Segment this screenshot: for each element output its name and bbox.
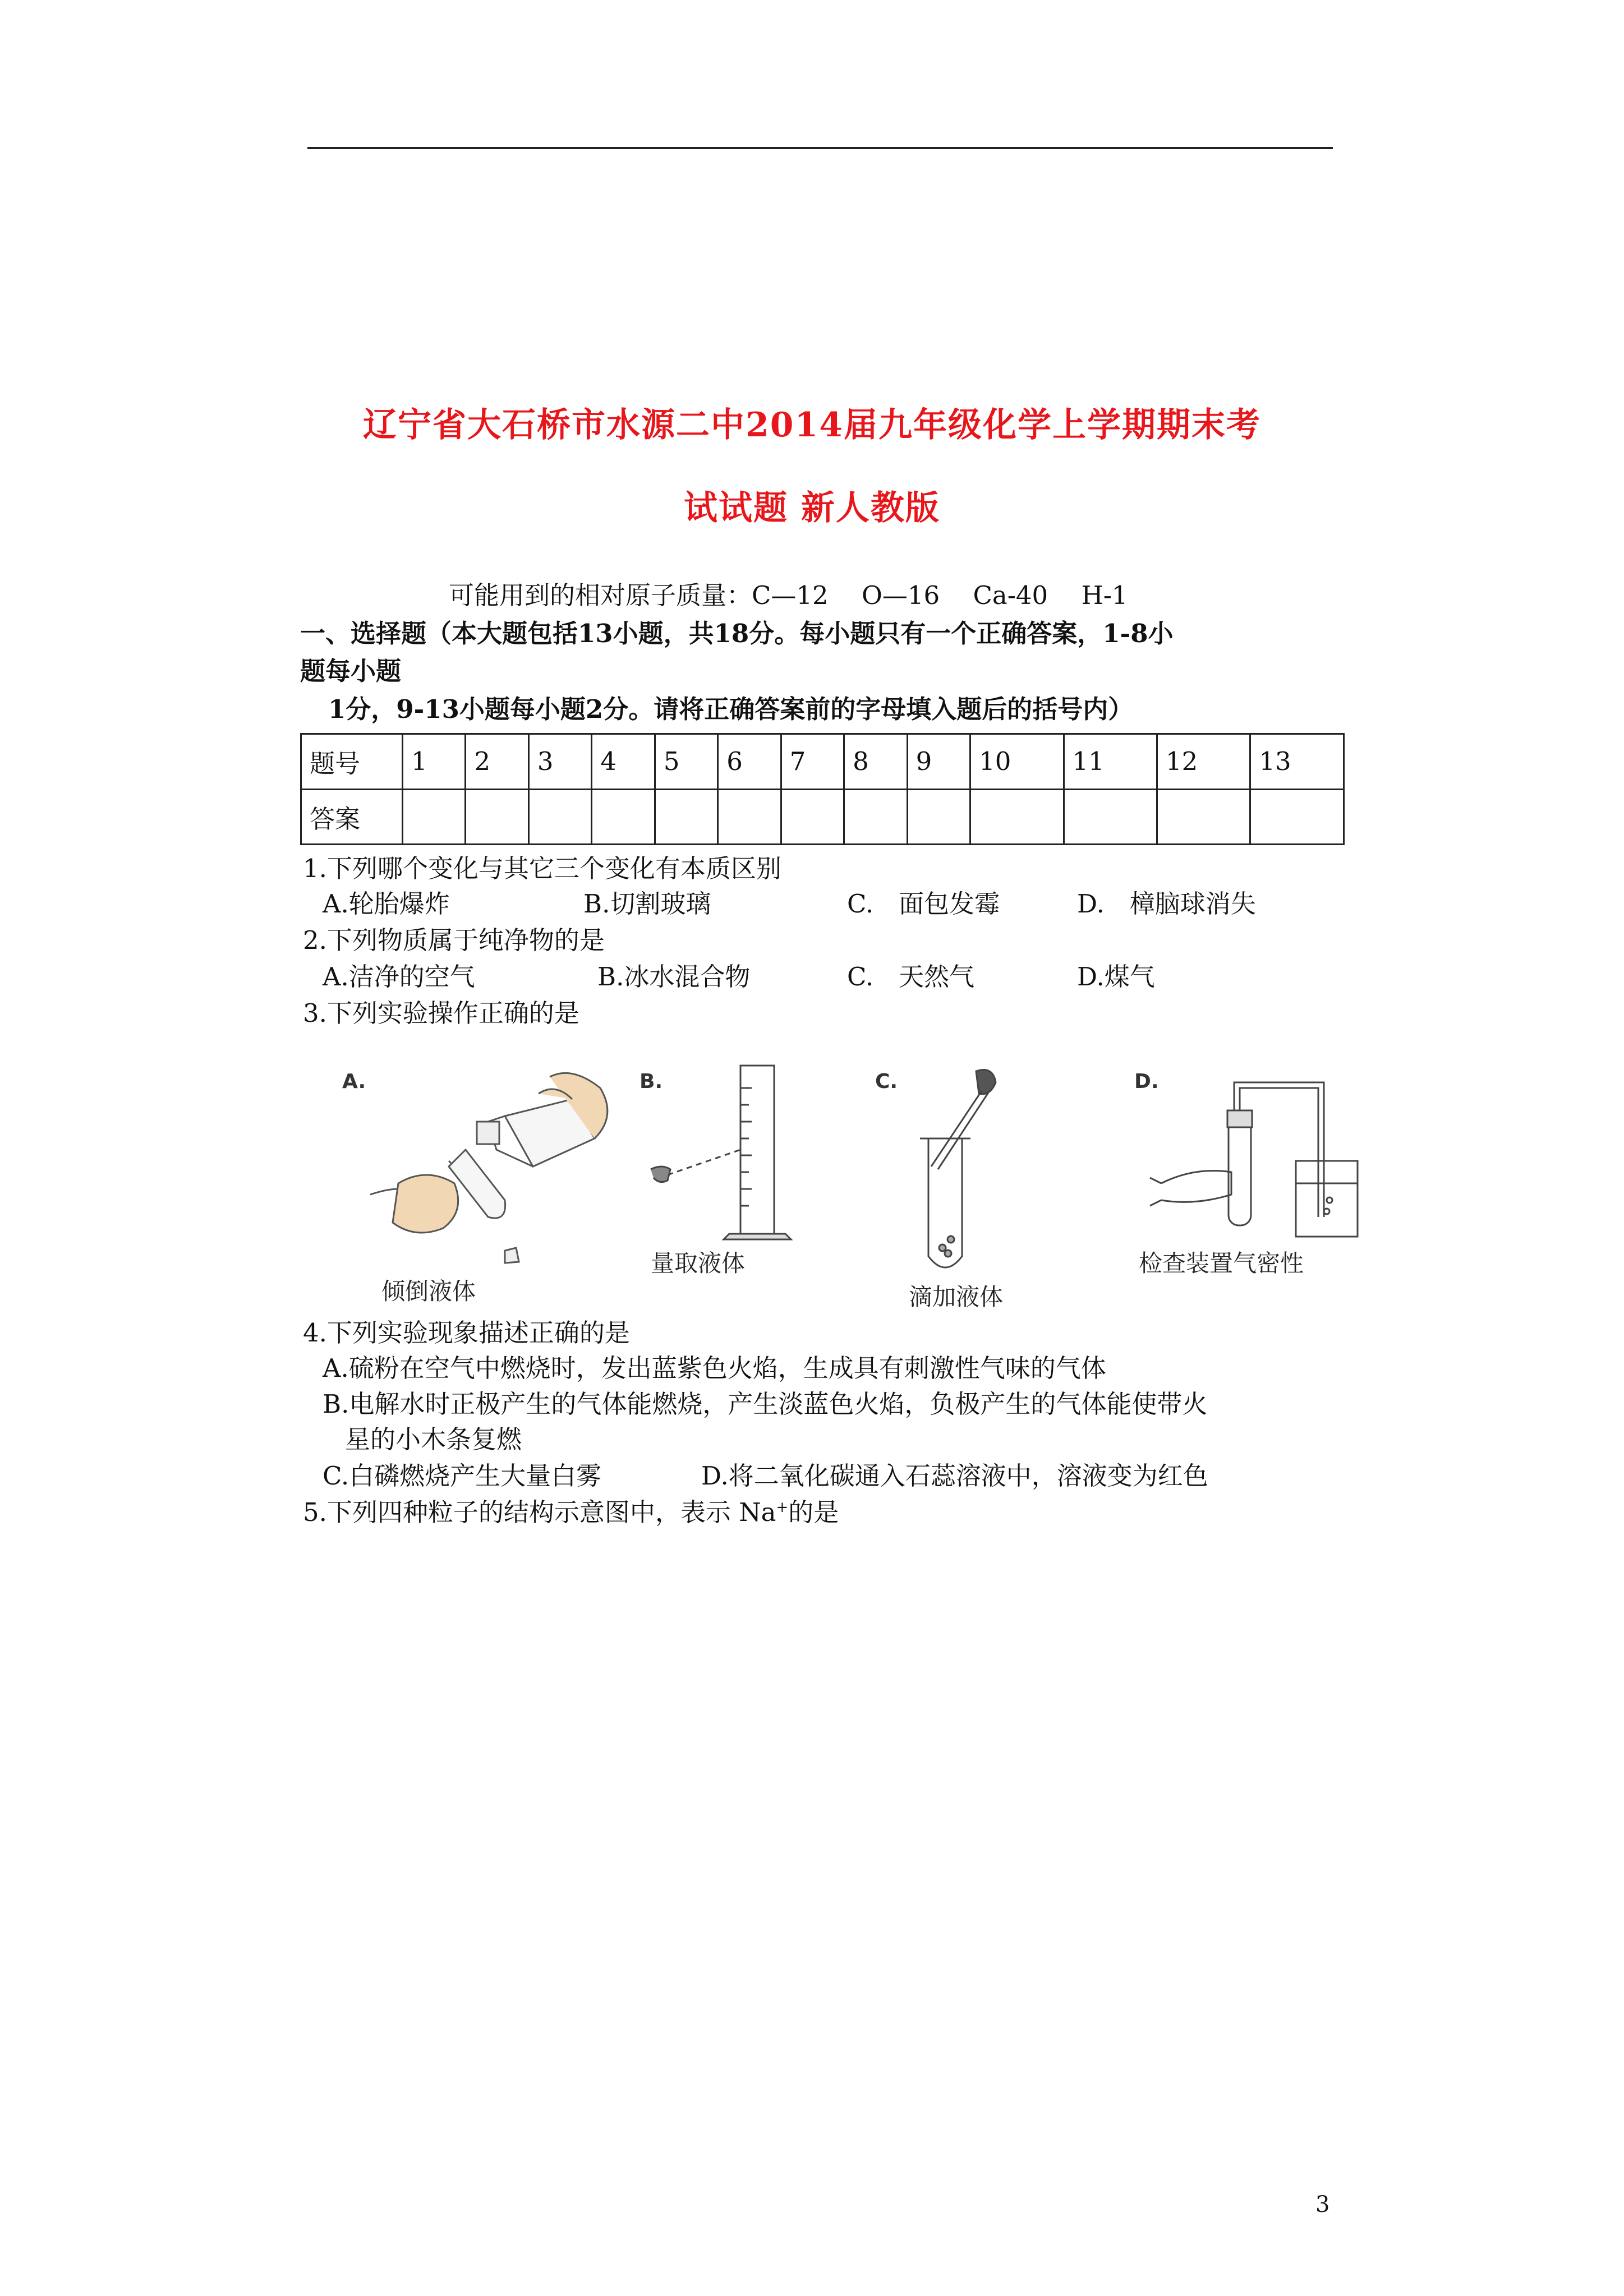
answer-cell[interactable]: [970, 789, 1064, 845]
table-cell-number: 8: [844, 734, 907, 790]
page-number: 3: [1315, 2192, 1330, 2217]
q5-stem-suffix: 的是: [788, 1497, 839, 1527]
q4-option-c: C.白磷燃烧产生大量白雾: [323, 1461, 602, 1491]
answer-table: [300, 733, 1345, 845]
q3-figure-d: [1128, 1054, 1363, 1290]
answer-cell[interactable]: [907, 789, 970, 845]
q2-option-b: B.冰水混合物: [597, 962, 751, 992]
table-cell-number: 7: [781, 734, 844, 790]
table-cell-number: 9: [907, 734, 970, 790]
q2-option-d: D.煤气: [1077, 962, 1155, 992]
answer-cell[interactable]: [528, 789, 591, 845]
answer-cell[interactable]: [1064, 789, 1157, 845]
table-cell-number: 4: [592, 734, 655, 790]
table-cell-number: 13: [1250, 734, 1344, 790]
q5-stem-prefix: 5.下列四种粒子的结构示意图中，表示 Na: [303, 1497, 776, 1527]
q4-option-b-line2: 星的小木条复燃: [345, 1424, 522, 1454]
section-heading-line1: 一、选择题（本大题包括13小题，共18分。每小题只有一个正确答案，1-8小: [300, 619, 1174, 648]
table-cell-number: 10: [970, 734, 1064, 790]
figure-b-letter: B.: [640, 1070, 663, 1093]
q2-option-c: C. 天然气: [847, 962, 975, 992]
figure-a-letter: A.: [342, 1070, 366, 1093]
table-cell-number: 6: [718, 734, 781, 790]
answer-cell[interactable]: [1250, 789, 1344, 845]
graduated-cylinder-icon: [640, 1054, 841, 1256]
q1-option-b: B.切割玻璃: [583, 889, 711, 919]
q5-stem-superscript: +: [776, 1499, 789, 1516]
q4-stem: 4.下列实验现象描述正确的是: [303, 1318, 630, 1348]
table-cell-number: 12: [1157, 734, 1250, 790]
q3-figure-b: [640, 1054, 841, 1290]
figure-d-letter: D.: [1134, 1070, 1159, 1093]
figure-c-letter: C.: [875, 1070, 898, 1093]
q1-option-c: C. 面包发霉: [847, 889, 1000, 919]
q1-option-a: A.轮胎爆炸: [323, 889, 450, 919]
figure-d-caption: 检查装置气密性: [1139, 1250, 1304, 1277]
q3-figure-c: [864, 1054, 1066, 1312]
airtightness-check-icon: [1128, 1054, 1363, 1256]
answer-cell[interactable]: [655, 789, 717, 845]
q4-option-a: A.硫粉在空气中燃烧时，发出蓝紫色火焰，生成具有刺激性气味的气体: [323, 1353, 1106, 1383]
answer-cell[interactable]: [1157, 789, 1250, 845]
table-cell-number: 5: [655, 734, 717, 790]
figure-a-caption: 倾倒液体: [381, 1278, 476, 1305]
table-cell-number: 3: [528, 734, 591, 790]
answer-table-number-row: [301, 734, 1344, 790]
table-label-number: 题号: [301, 734, 403, 790]
table-cell-number: 11: [1064, 734, 1157, 790]
q3-figure-a: [337, 1054, 628, 1318]
header-rule: [307, 147, 1333, 149]
section-heading-line3: 1分，9-13小题每小题2分。请将正确答案前的字母填入题后的括号内）: [328, 694, 1134, 724]
exam-title-line2: 试试题 新人教版: [684, 488, 940, 528]
figure-c-caption: 滴加液体: [909, 1283, 1004, 1311]
q4-option-b-line1: B.电解水时正极产生的气体能燃烧，产生淡蓝色火焰，负极产生的气体能使带火: [323, 1389, 1208, 1419]
answer-cell[interactable]: [718, 789, 781, 845]
q2-option-a: A.洁净的空气: [323, 962, 475, 992]
atomic-masses-note: 可能用到的相对原子质量：C—12 O—16 Ca-40 H-1: [449, 580, 1128, 610]
q1-option-d: D. 樟脑球消失: [1077, 889, 1256, 919]
section-heading-line2: 题每小题: [300, 656, 402, 686]
q2-stem: 2.下列物质属于纯净物的是: [303, 925, 605, 955]
answer-table-answer-row: [301, 789, 1344, 845]
q3-stem: 3.下列实验操作正确的是: [303, 998, 579, 1028]
q1-stem: 1.下列哪个变化与其它三个变化有本质区别: [303, 854, 781, 883]
q5-stem: [303, 1492, 839, 1528]
pouring-liquid-icon: [337, 1054, 628, 1279]
dropper-test-tube-icon: [864, 1054, 1066, 1279]
answer-cell[interactable]: [466, 789, 528, 845]
table-cell-number: 2: [466, 734, 528, 790]
q4-option-d: D.将二氧化碳通入石蕊溶液中，溶液变为红色: [701, 1461, 1208, 1491]
figure-b-caption: 量取液体: [651, 1250, 746, 1277]
answer-cell[interactable]: [403, 789, 466, 845]
answer-cell[interactable]: [592, 789, 655, 845]
answer-cell[interactable]: [781, 789, 844, 845]
table-cell-number: 1: [403, 734, 466, 790]
exam-title-line1: 辽宁省大石桥市水源二中2014届九年级化学上学期期末考: [363, 405, 1261, 445]
table-label-answer: 答案: [301, 789, 403, 845]
answer-cell[interactable]: [844, 789, 907, 845]
